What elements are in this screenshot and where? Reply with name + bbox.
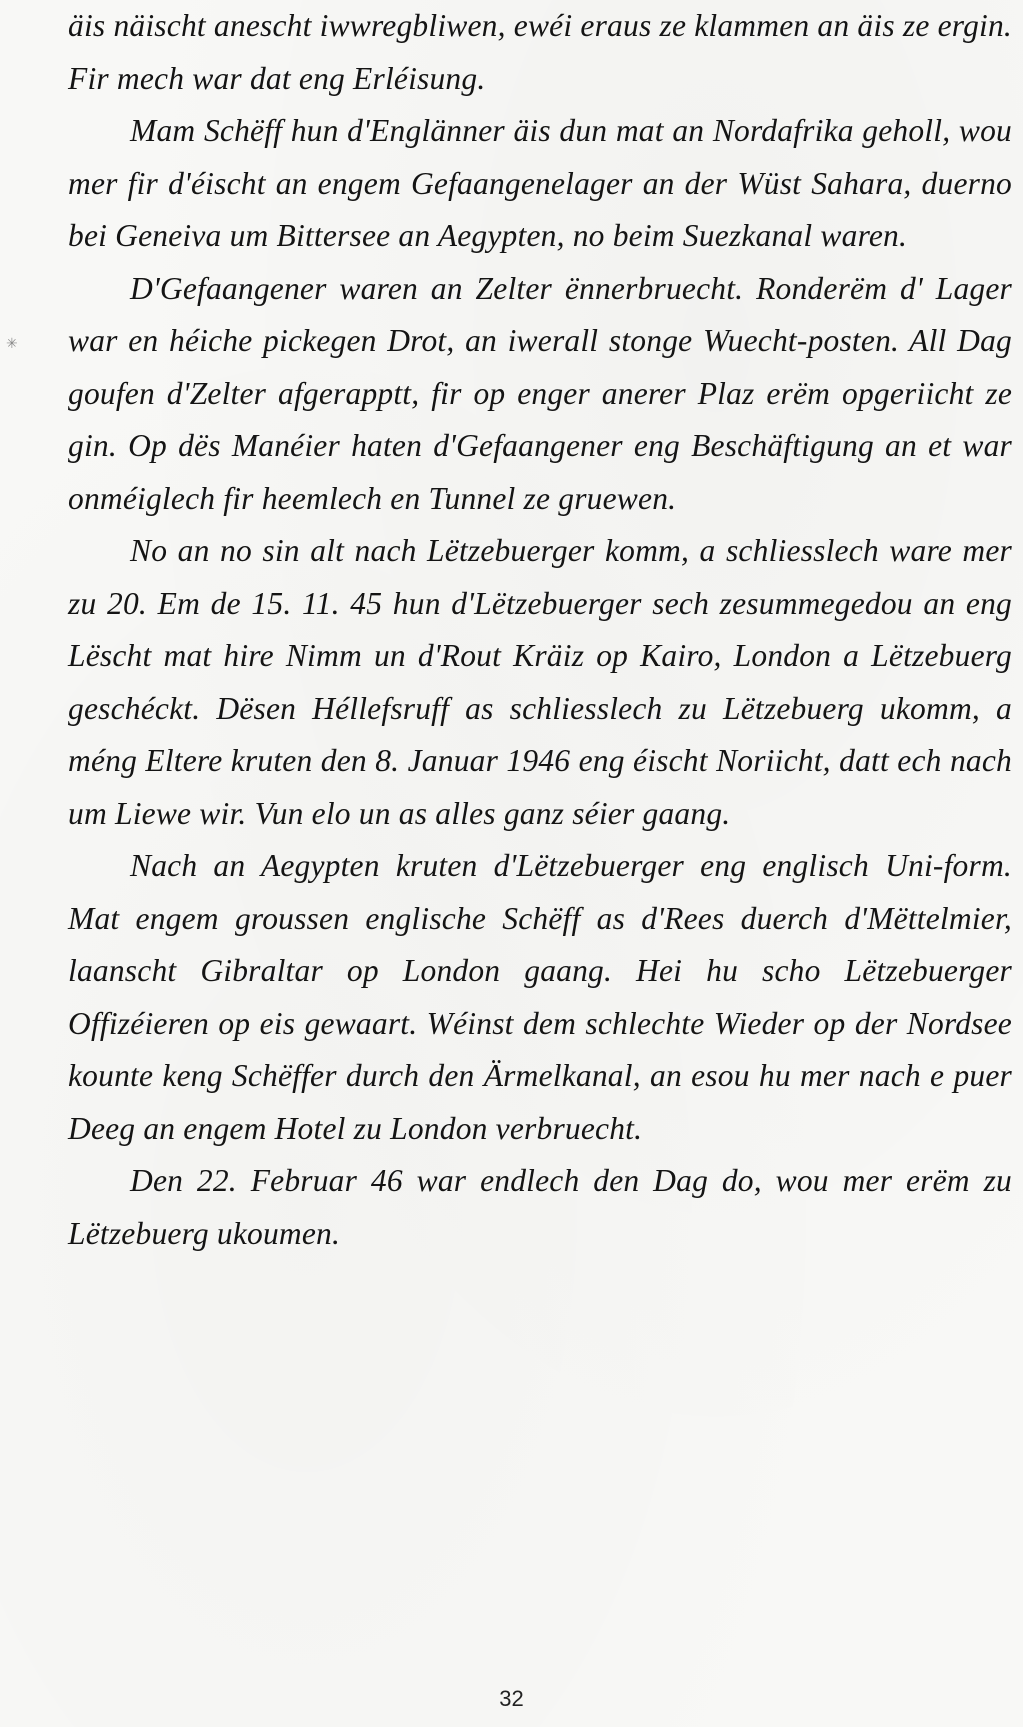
paragraph-2: Mam Schëff hun d'Englänner äis dun mat an Nordafrika geholl, wou mer fir d'éischt an engem Gefaangenelager an der Wüst Sahara, duerno bei Geneiva um Bittersee an Aegypten, no beim Suezkanal waren. — [68, 113, 1012, 253]
paragraph-1: äis näischt anescht iwwregbliwen, ewéi eraus ze klammen an äis ze ergin. Fir mech war dat eng Erléisung. — [68, 8, 1012, 96]
paragraph-3: D'Gefaangener waren an Zelter ënnerbruecht. Ronderëm d' Lager war en héiche pickegen Drot, an iwerall stonge Wuecht-posten. All Dag goufen d'Zelter afgerapptt, fir op enger anerer Plaz erëm opgeriicht ze gin. Op dës Manéier haten d'Gefaangener eng Beschäftigung an et war onméiglech fir heemlech en Tunnel ze gruewen. — [68, 270, 1012, 516]
paragraph-5: Nach an Aegypten kruten d'Lëtzebuerger eng englisch Uni-form. Mat engem groussen englische Schëff as d'Rees duerch d'Mëttelmier, laanscht Gibraltar op London gaang. Hei hu scho Lëtzebuerger Offizéieren op eis gewaart. Wéinst dem schlechte Wieder op der Nordsee kounte keng Schëffer durch den Ärmelkanal, an esou hu mer nach e puer Deeg an engem Hotel zu London verbruecht. — [68, 848, 1012, 1146]
page-number: 32 — [499, 1686, 524, 1711]
scan-speck: ✳ — [6, 336, 18, 352]
paragraph-6: Den 22. Februar 46 war endlech den Dag do, wou mer erëm zu Lëtzebuerg ukoumen. — [68, 1163, 1012, 1251]
body-text — [68, 0, 1012, 1260]
paragraph-4: No an no sin alt nach Lëtzebuerger komm, a schliesslech ware mer zu 20. Em de 15. 11. 45 hun d'Lëtzebuerger sech zesummegedou an eng Lëscht mat hire Nimm un d'Rout Kräiz op Kairo, London a Lëtzebuerg geschéckt. Dësen Héllefsruff as schliesslech zu Lëtzebuerg ukomm, a méng Eltere kruten den 8. Januar 1946 eng éischt Noriicht, datt ech nach um Liewe wir. Vun elo un as alles ganz séier gaang. — [68, 533, 1012, 831]
